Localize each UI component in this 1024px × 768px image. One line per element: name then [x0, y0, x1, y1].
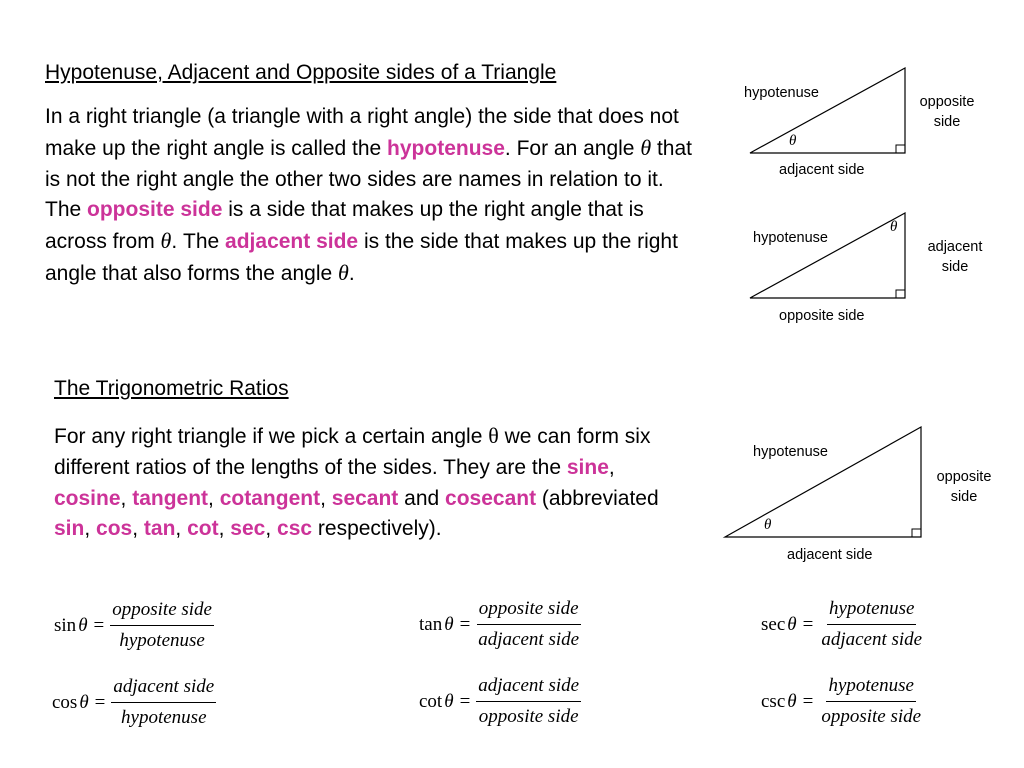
formula-csc — [761, 675, 923, 728]
text-segment: (abbreviated — [536, 486, 659, 510]
equals-sign: = — [802, 613, 814, 635]
equals-sign: = — [94, 691, 106, 713]
theta-symbol: θ — [488, 423, 499, 448]
formula-sec — [761, 598, 924, 651]
label-adjacent-side: adjacent side — [787, 547, 873, 563]
numerator: adjacent side — [111, 676, 216, 703]
formula-sin — [54, 599, 214, 652]
comma: , — [84, 517, 91, 541]
denominator: hypotenuse — [121, 707, 207, 728]
fraction — [111, 676, 216, 729]
theta-symbol: θ — [787, 690, 797, 712]
label-hypotenuse: hypotenuse — [753, 444, 828, 460]
text-segment: In a right triangle (a triangle with a right angle) the side that does not make up the right angle is called the — [45, 105, 679, 160]
theta-symbol: θ — [640, 134, 652, 160]
theta-symbol: θ — [444, 613, 454, 635]
term-cosine: cosine — [54, 486, 121, 510]
section2-title: The Trigonometric Ratios — [54, 377, 289, 400]
label-adjacent-side: adjacent side — [779, 162, 865, 178]
text-segment: is the side that makes up the right angle that also forms the angle — [45, 230, 678, 285]
term-adjacent-side: adjacent side — [225, 230, 359, 254]
comma: , — [608, 455, 615, 479]
section1-title: Hypotenuse, Adjacent and Opposite sides of a Triangle — [45, 61, 557, 84]
formula-tan — [419, 598, 581, 651]
section2-paragraph — [54, 421, 679, 545]
triangle-shape — [750, 67, 910, 155]
comma: , — [265, 517, 272, 541]
fraction — [819, 675, 923, 728]
numerator: adjacent side — [476, 675, 581, 702]
denominator: adjacent side — [478, 629, 580, 650]
abbr-sin: sin — [54, 517, 85, 541]
numerator: hypotenuse — [826, 675, 915, 702]
triangle-diagram-1 — [750, 67, 910, 155]
abbr-cos: cos — [96, 517, 133, 541]
denominator: adjacent side — [821, 629, 923, 650]
text-segment: . For an angle — [504, 136, 641, 160]
denominator: opposite side — [478, 706, 579, 727]
term-secant: secant — [331, 486, 399, 510]
abbr-sec: sec — [230, 517, 266, 541]
function-name: csc — [761, 690, 786, 712]
theta-symbol: θ — [789, 133, 797, 149]
triangle-shape — [750, 212, 910, 300]
abbr-cot: cot — [187, 517, 219, 541]
term-hypotenuse: hypotenuse — [387, 136, 505, 160]
theta-symbol: θ — [444, 690, 454, 712]
term-sine: sine — [566, 455, 609, 479]
comma: , — [120, 486, 127, 510]
comma: , — [175, 517, 182, 541]
fraction — [819, 598, 924, 651]
term-opposite-side: opposite side — [87, 198, 223, 222]
theta-symbol: θ — [764, 517, 772, 533]
denominator: opposite side — [821, 706, 922, 727]
fraction — [110, 599, 214, 652]
comma: , — [132, 517, 139, 541]
equals-sign: = — [93, 614, 105, 636]
label-hypotenuse: hypotenuse — [753, 230, 828, 246]
label-opposite-side: opposite side — [936, 469, 992, 505]
text-segment: . The — [171, 230, 226, 254]
label-adjacent-side: adjacent side — [927, 239, 983, 275]
function-name: cot — [419, 690, 443, 712]
text-segment: respectively). — [312, 517, 442, 541]
label-opposite-side: opposite side — [779, 308, 865, 324]
label-hypotenuse: hypotenuse — [744, 85, 819, 101]
text-segment: is a side that makes up the right angle that is across from — [45, 198, 644, 254]
triangle-diagram-2 — [750, 212, 910, 300]
term-cotangent: cotangent — [219, 486, 321, 510]
function-name: sec — [761, 613, 786, 635]
function-name: sin — [54, 614, 77, 636]
numerator: opposite side — [477, 598, 581, 625]
label-opposite-side: opposite side — [919, 94, 975, 130]
abbr-csc: csc — [277, 517, 313, 541]
theta-symbol: θ — [338, 259, 349, 285]
function-name: cos — [52, 691, 78, 713]
numerator: opposite side — [110, 599, 214, 626]
comma: , — [320, 486, 326, 510]
equals-sign: = — [802, 690, 814, 712]
text-segment: . — [348, 261, 355, 285]
equals-sign: = — [459, 690, 471, 712]
section1-paragraph — [45, 102, 705, 290]
fraction — [476, 598, 581, 651]
theta-symbol: θ — [78, 614, 88, 636]
theta-symbol: θ — [890, 219, 898, 235]
text-segment: we can form six different ratios of the lengths of the sides. They are the — [54, 425, 651, 479]
text-segment: that is not the right angle the other two sides are names in relation to it. The — [45, 136, 693, 222]
function-name: tan — [419, 613, 443, 635]
comma: , — [218, 517, 225, 541]
comma: , — [208, 486, 214, 510]
theta-symbol: θ — [79, 691, 89, 713]
theta-symbol: θ — [160, 228, 172, 254]
formula-cos — [52, 676, 216, 729]
numerator: hypotenuse — [827, 598, 916, 625]
fraction — [476, 675, 581, 728]
denominator: hypotenuse — [119, 630, 205, 651]
term-tangent: tangent — [132, 486, 209, 510]
term-cosecant: cosecant — [445, 486, 537, 510]
theta-symbol: θ — [787, 613, 797, 635]
equals-sign: = — [459, 613, 471, 635]
text-segment: and — [398, 486, 446, 510]
text-segment: For any right triangle if we pick a certain angle — [54, 425, 489, 448]
abbr-tan: tan — [143, 517, 176, 541]
formula-cot — [419, 675, 581, 728]
